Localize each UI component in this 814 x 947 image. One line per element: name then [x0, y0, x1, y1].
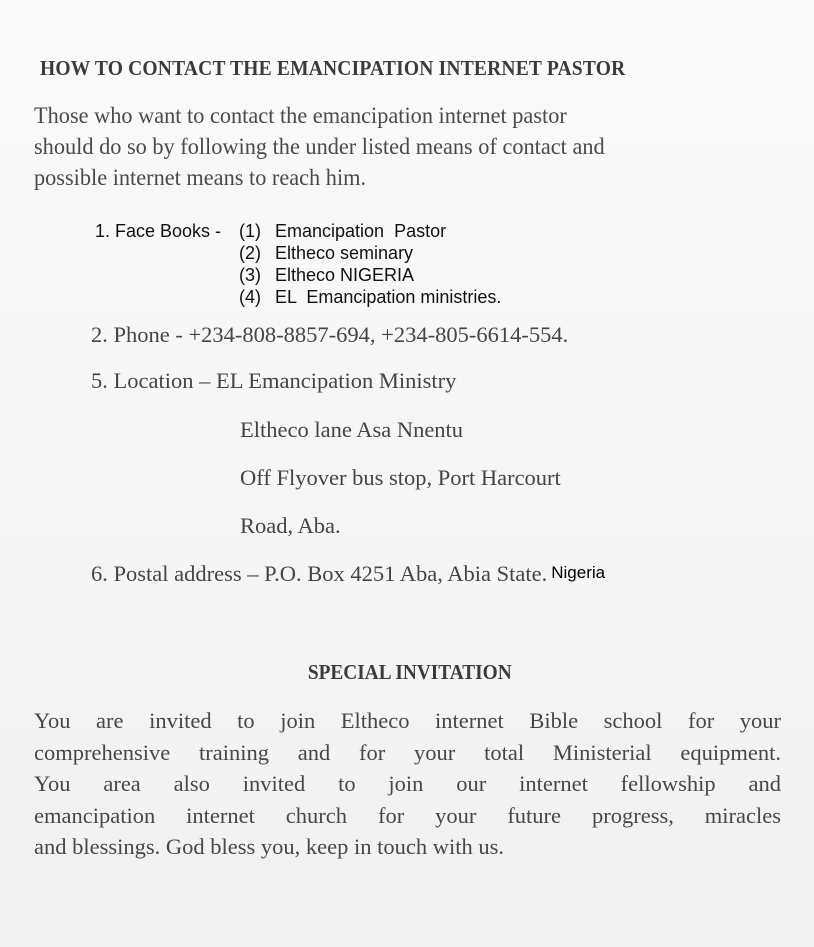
- facebook-item-name: EL Emancipation ministries.: [275, 287, 502, 307]
- invitation-line: comprehensive training and for your total Ministerial equipment.: [34, 739, 781, 765]
- invitation-heading-text: SPECIAL INVITATION: [308, 660, 512, 684]
- facebook-item-number: (4): [239, 287, 261, 307]
- facebook-item-name: Eltheco NIGERIA: [275, 265, 415, 285]
- invitation-line: You area also invited to join our internet fellowship and: [34, 771, 781, 796]
- facebook-item-number: (1): [239, 221, 261, 241]
- facebook-item-number: (2): [239, 243, 261, 263]
- invitation-line: You are invited to join Eltheco internet Bible school for your: [34, 708, 781, 733]
- invitation-line: and blessings. God bless you, keep in touch with us.: [34, 834, 504, 859]
- intro-line: possible internet means to reach him.: [34, 165, 367, 190]
- phone-entry: 2. Phone - +234-808-8857-694, +234-805-6614-554.: [91, 322, 569, 347]
- postal-entry: [91, 561, 605, 587]
- facebook-item-number: (3): [239, 265, 261, 285]
- intro-line: Those who want to contact the emancipation internet pastor: [34, 103, 567, 128]
- invitation-body: [34, 705, 781, 863]
- facebook-item-name: Emancipation Pastor: [275, 221, 447, 241]
- intro-line: should do so by following the under listed means of contact and: [34, 134, 605, 159]
- invitation-heading: [0, 660, 814, 685]
- contact-intro: [34, 100, 774, 193]
- contact-heading: HOW TO CONTACT THE EMANCIPATION INTERNET PASTOR: [40, 56, 626, 80]
- facebook-item-name: Eltheco seminary: [275, 243, 414, 263]
- location-label: 5. Location – EL Emancipation Ministry: [91, 368, 457, 393]
- postal-address: 6. Postal address – P.O. Box 4251 Aba, Abia State.: [91, 561, 548, 586]
- location-line: Road, Aba.: [240, 513, 341, 538]
- postal-country: Nigeria: [551, 563, 606, 582]
- invitation-line: emancipation internet church for your future progress, miracles: [34, 802, 781, 828]
- location-line: Off Flyover bus stop, Port Harcourt: [240, 465, 561, 490]
- location-line: Eltheco lane Asa Nnentu: [240, 417, 464, 442]
- facebook-label: 1. Face Books -: [95, 221, 222, 241]
